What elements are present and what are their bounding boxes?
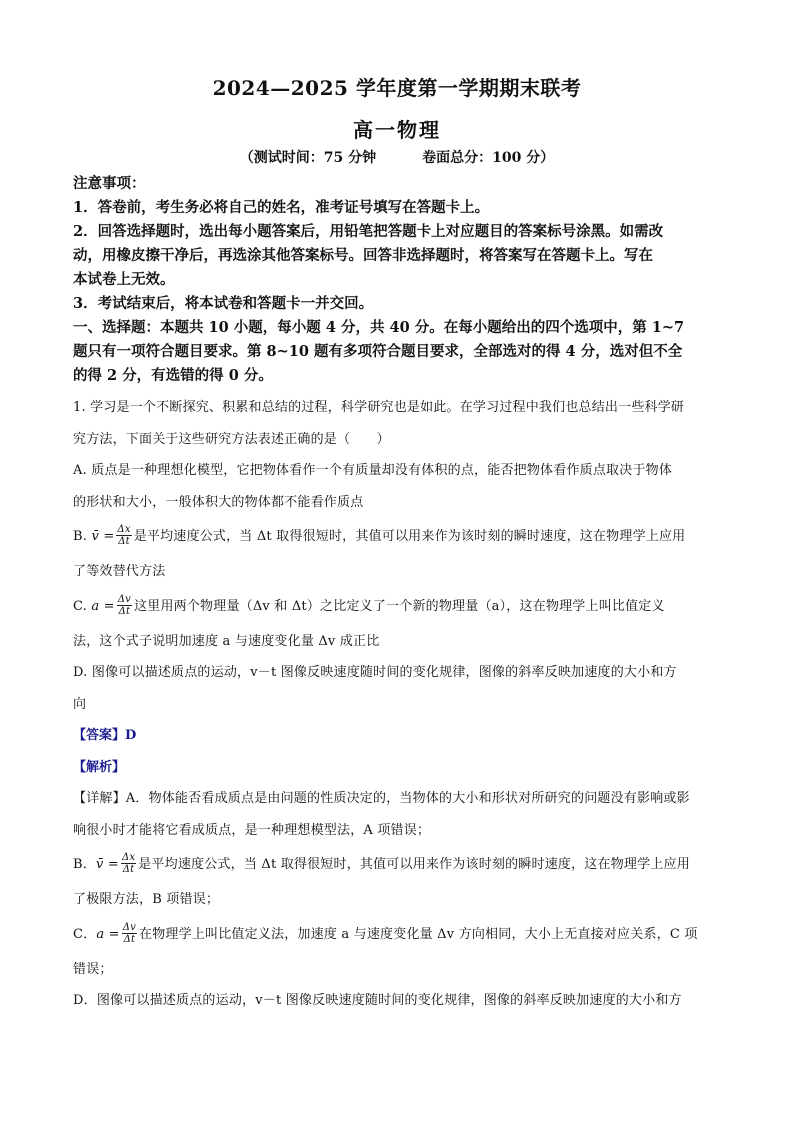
option-d-line: D. 图像可以描述质点的运动，v－t 图像反映速度随时间的变化规律，图像的斜率反映加速度的大小和方: [73, 665, 677, 680]
detail-b-prefix: B．: [73, 857, 96, 872]
notice-heading: 注意事项：: [73, 175, 146, 192]
detail-c-line2: 错误；: [73, 961, 113, 977]
option-a-line: A. 质点是一种理想化模型，它把物体看作一个有质量却没有体积的点，能否把物体看作质点取决于物体: [73, 463, 673, 478]
option-c-fraction: [117, 594, 132, 617]
answer-label: 【答案】D: [73, 728, 137, 743]
fraction-denominator: Δt: [123, 933, 136, 945]
option-b: [73, 518, 725, 556]
fraction-denominator: Δt: [122, 864, 135, 875]
notice-line: 本试卷上无效。: [73, 271, 175, 288]
detail-b-line2: 了极限方法，B 项错误；: [73, 892, 220, 907]
detail-c: [73, 916, 725, 954]
option-b-fraction: [116, 524, 131, 547]
fraction-numerator: Δx: [121, 852, 136, 863]
section-line: 题只有一项符合题目要求。第 8~10 题有多项符合题目要求，全部选对的得 4 分，选对但不全: [73, 343, 683, 360]
fraction-denominator: Δt: [118, 605, 131, 617]
detail-c-prefix: C．: [73, 926, 97, 942]
section-line: 的得 2 分，有选错的得 0 分。: [73, 367, 273, 384]
content-body: [73, 172, 725, 1017]
detail-b: [73, 846, 725, 884]
notice-line: 1．答卷前，考生务必将自己的姓名，准考证号填写在答题卡上。: [73, 199, 490, 216]
exam-subject: 高一物理: [353, 118, 441, 142]
detail-b-fraction: [121, 852, 136, 875]
analysis-label: 【解析】: [73, 759, 126, 775]
detail-a-line: 【详解】A．物体能否看成质点是由问题的性质决定的，当物体的大小和形状对所研究的问题没有影响或影: [73, 791, 690, 806]
fraction-numerator: Δv: [117, 593, 132, 605]
detail-b-lhs: v̄ =: [95, 857, 119, 872]
detail-a-line: 响很小时才能将它看成质点，是一种理想模型法，A 项错误；: [73, 822, 431, 838]
option-b-line2: 了等效替代方法: [73, 564, 166, 579]
detail-c-text: 在物理学上叫比值定义法，加速度 a 与速度变化量 Δv 方向相同，大小上无直接对应关系，C 项: [139, 926, 698, 942]
option-c-line2: 法，这个式子说明加速度 a 与速度变化量 Δv 成正比: [73, 633, 380, 649]
option-c-text: 这里用两个物理量（Δv 和 Δt）之比定义了一个新的物理量（a），这在物理学上叫比值定义: [134, 598, 665, 614]
option-b-text: 是平均速度公式，当 Δt 取得很短时，其值可以用来作为该时刻的瞬时速度，这在物理学上应用: [133, 529, 686, 544]
notice-line: 2．回答选择题时，选出每小题答案后，用铅笔把答题卡上对应题目的答案标号涂黑。如需改: [73, 223, 664, 240]
question-stem-line: 1. 学习是一个不断探究、积累和总结的过程，科学研究也是如此。在学习过程中我们也总结出一些科学研: [73, 400, 685, 415]
detail-c-lhs: a =: [96, 926, 120, 942]
detail-b-text: 是平均速度公式，当 Δt 取得很短时，其值可以用来作为该时刻的瞬时速度，这在物理学上应用: [138, 857, 690, 872]
fraction-denominator: Δt: [118, 536, 130, 547]
option-d-line: 向: [73, 696, 87, 712]
detail-c-fraction: [122, 922, 137, 945]
exam-meta: [0, 147, 794, 167]
option-a-line: 的形状和大小，一般体积大的物体都不能看作质点: [73, 494, 364, 510]
time-info: （测试时间：75 分钟: [239, 150, 377, 166]
notice-line: 3．考试结束后，将本试卷和答题卡一并交回。: [73, 295, 374, 312]
option-b-lhs: v̄ =: [91, 529, 115, 544]
question-stem-line: 究方法，下面关于这些研究方法表述正确的是（ ）: [73, 431, 390, 447]
detail-d-line: D．图像可以描述质点的运动，v－t 图像反映速度随时间的变化规律，图像的斜率反映加速度的大小和方: [73, 993, 682, 1008]
notice-line: 动，用橡皮擦干净后，再选涂其他答案标号。回答非选择题时，将答案写在答题卡上。写在: [73, 247, 653, 264]
option-c: [73, 588, 725, 626]
fraction-numerator: Δv: [122, 921, 137, 933]
option-c-prefix: C.: [73, 598, 88, 614]
score-info: 卷面总分：100 分）: [422, 150, 555, 166]
fraction-numerator: Δx: [117, 524, 131, 535]
option-c-lhs: a =: [91, 598, 115, 614]
exam-title: 2024—2025 学年度第一学期期末联考: [212, 76, 582, 100]
section-line: 一、选择题：本题共 10 小题，每小题 4 分，共 40 分。在每小题给出的四个选项中，第 1~7: [73, 319, 685, 336]
option-b-prefix: B.: [73, 529, 88, 544]
